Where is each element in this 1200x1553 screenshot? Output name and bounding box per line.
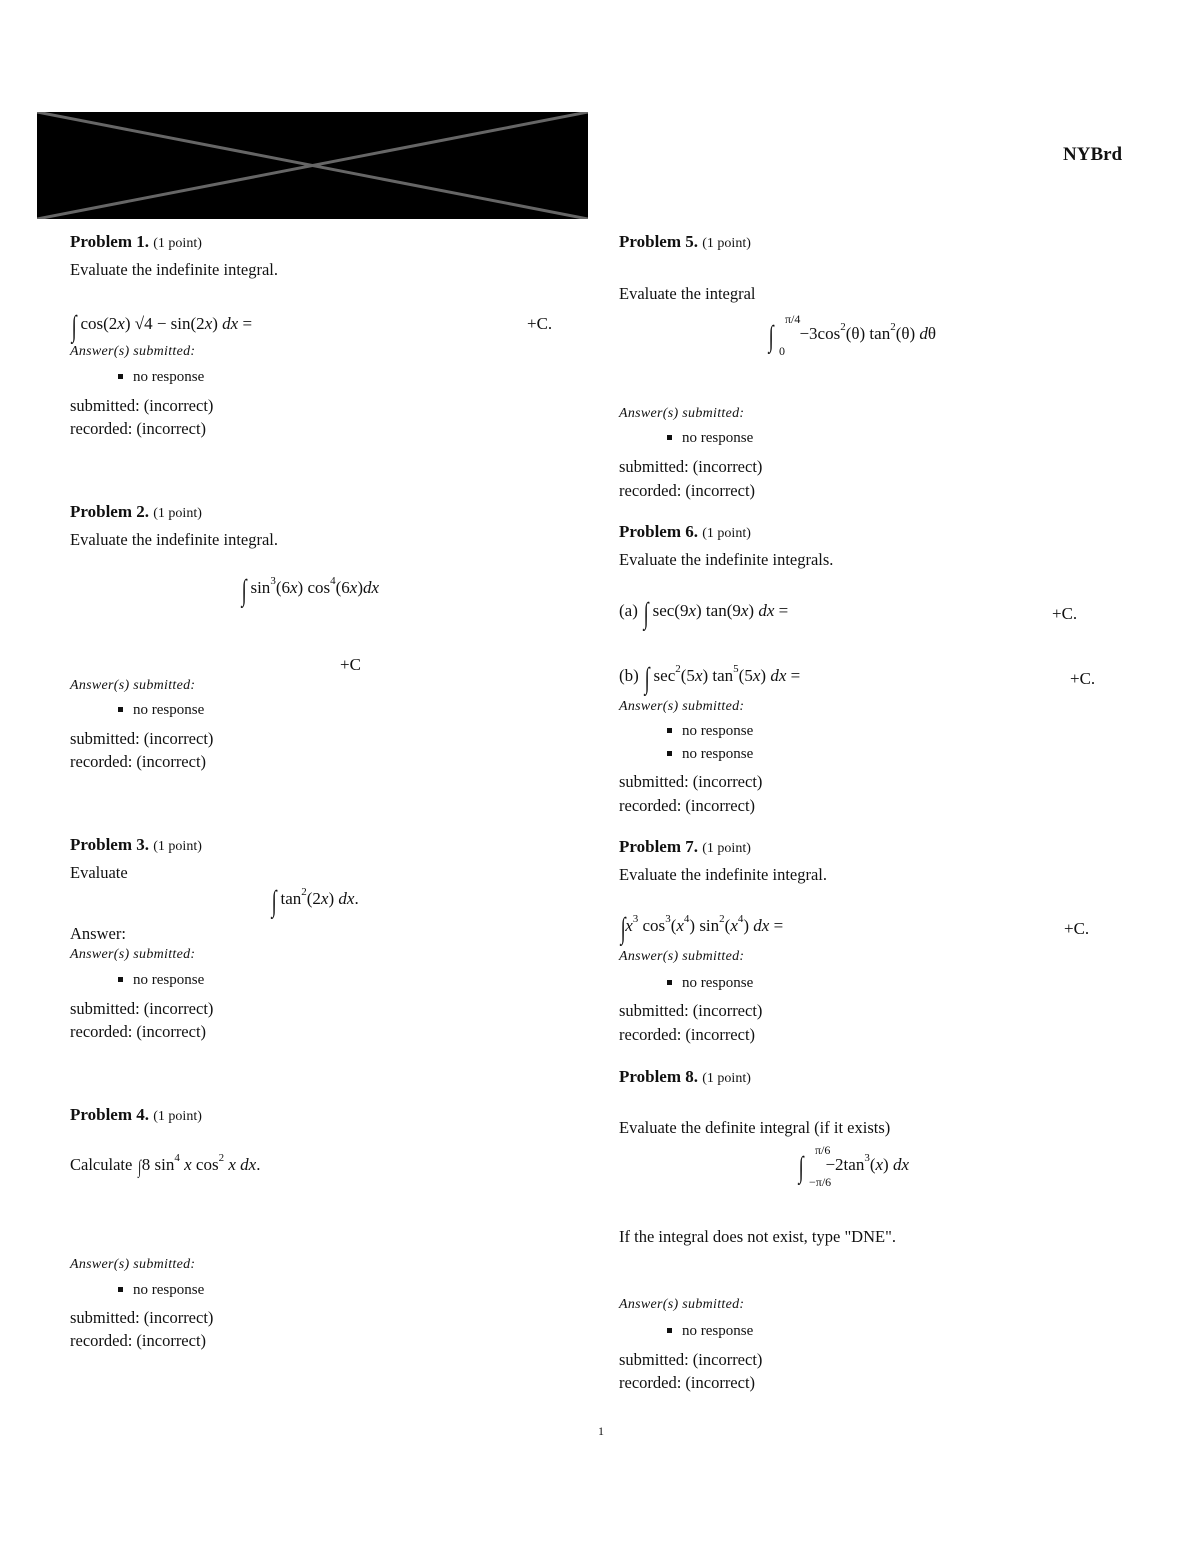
problem-points: (1 point) <box>702 236 751 251</box>
problem-points: (1 point) <box>153 1109 202 1124</box>
response-item: no response <box>70 972 204 989</box>
plus-c: +C. <box>1064 919 1090 938</box>
problem-formula: $\int x^3$ $\cos^3(x^4)$ $\sin^2(x^4)$ dx = <box>620 912 784 945</box>
problem-title: Problem 2. <box>70 502 150 521</box>
problem-prompt: Evaluate the integral <box>619 284 756 303</box>
problem-note: If the integral does not exist, type "DNE". <box>619 1227 896 1246</box>
recorded-status: recorded: (incorrect) <box>70 1022 207 1041</box>
problem-formula: ∫ $\tan^2(2x)$ dx. <box>271 885 359 918</box>
problem-prompt: Evaluate the indefinite integral. <box>619 865 827 884</box>
submitted-status: submitted: (incorrect) <box>619 772 763 791</box>
problem-prompt: Evaluate the indefinite integral. <box>70 530 278 549</box>
answers-submitted-label: Answer(s) submitted: <box>70 947 196 962</box>
problem-6 <box>619 522 1119 815</box>
plus-c: +C. <box>527 314 553 333</box>
response-item: no response <box>619 430 753 447</box>
recorded-status: recorded: (incorrect) <box>70 419 207 438</box>
recorded-status: recorded: (incorrect) <box>70 1331 207 1350</box>
header-banner-image <box>37 112 588 219</box>
problem-4 <box>70 1105 570 1350</box>
problem-points: (1 point) <box>153 839 202 854</box>
submitted-status: submitted: (incorrect) <box>619 1350 763 1369</box>
plus-c: +C. <box>1052 604 1078 623</box>
problem-formula: ∫ π/4 0 $-3\cos^2(\theta)$ $\tan^2(\theta)$ dθ <box>768 312 937 358</box>
problem-title: Problem 8. <box>619 1067 699 1086</box>
recorded-status: recorded: (incorrect) <box>619 796 756 815</box>
problem-formula: Calculate ∫8 $\sin^4 x$ $\cos^2 x$ dx. <box>70 1152 261 1178</box>
answers-submitted-label: Answer(s) submitted: <box>70 678 196 693</box>
response-item: no response <box>70 369 204 386</box>
problem-prompt: Evaluate <box>70 863 128 882</box>
submitted-status: submitted: (incorrect) <box>619 1001 763 1020</box>
problem-1 <box>70 232 570 438</box>
response-item: no response <box>619 746 753 763</box>
submitted-status: submitted: (incorrect) <box>70 999 214 1018</box>
problem-points: (1 point) <box>702 526 751 541</box>
answers-submitted-label: Answer(s) submitted: <box>619 1297 745 1312</box>
problem-points: (1 point) <box>153 236 202 251</box>
response-item: no response <box>70 1282 204 1299</box>
response-item: no response <box>619 723 753 740</box>
answers-submitted-label: Answer(s) submitted: <box>70 1257 196 1272</box>
problem-points: (1 point) <box>702 1071 751 1086</box>
response-item: no response <box>619 1323 753 1340</box>
recorded-status: recorded: (incorrect) <box>70 752 207 771</box>
problem-3 <box>70 835 570 1041</box>
problem-points: (1 point) <box>702 841 751 856</box>
answers-submitted-label: Answer(s) submitted: <box>70 344 196 359</box>
submitted-status: submitted: (incorrect) <box>70 1308 214 1327</box>
problem-2 <box>70 502 570 771</box>
problem-prompt: Evaluate the definite integral (if it exists) <box>619 1118 891 1137</box>
problem-prompt: Evaluate the indefinite integral. <box>70 260 278 279</box>
recorded-status: recorded: (incorrect) <box>619 481 756 500</box>
problem-title: Problem 3. <box>70 835 150 854</box>
problem-5 <box>619 232 1119 500</box>
answers-submitted-label: Answer(s) submitted: <box>619 949 745 964</box>
recorded-status: recorded: (incorrect) <box>619 1373 756 1392</box>
answers-submitted-label: Answer(s) submitted: <box>619 699 745 714</box>
problem-title: Problem 7. <box>619 837 699 856</box>
response-item: no response <box>70 702 204 719</box>
plus-c: +C <box>340 655 361 674</box>
problem-prompt: Evaluate the indefinite integrals. <box>619 550 834 569</box>
answer-label: Answer: <box>70 924 126 943</box>
problem-formula: ∫ $\sin^3(6x)$ $\cos^4(6x)dx$ <box>241 574 380 607</box>
plus-c: +C. <box>1070 669 1096 688</box>
problem-8 <box>619 1067 1119 1392</box>
problem-points: (1 point) <box>153 506 202 521</box>
submitted-status: submitted: (incorrect) <box>70 396 214 415</box>
problem-formula-b: (b) ∫ $\sec^2(5x)$ $\tan^5(5x)$ dx = <box>619 662 801 695</box>
username: NYBrd <box>1063 144 1123 165</box>
recorded-status: recorded: (incorrect) <box>619 1025 756 1044</box>
page-number: 1 <box>598 1424 604 1438</box>
response-item: no response <box>619 975 753 992</box>
problem-title: Problem 1. <box>70 232 150 251</box>
problem-formula-a: (a) ∫ sec(9x) tan(9x) dx = <box>619 597 789 630</box>
problem-title: Problem 4. <box>70 1105 150 1124</box>
problem-title: Problem 6. <box>619 522 699 541</box>
problem-7 <box>619 837 1119 1044</box>
submitted-status: submitted: (incorrect) <box>619 457 763 476</box>
problem-title: Problem 5. <box>619 232 699 251</box>
problem-formula: ∫ cos(2x) √4 − sin(2x) dx = <box>71 310 253 343</box>
submitted-status: submitted: (incorrect) <box>70 729 214 748</box>
problem-formula: ∫ π/6 −π/6 $-2\tan^3(x)$ dx <box>798 1143 910 1189</box>
answers-submitted-label: Answer(s) submitted: <box>619 406 745 421</box>
